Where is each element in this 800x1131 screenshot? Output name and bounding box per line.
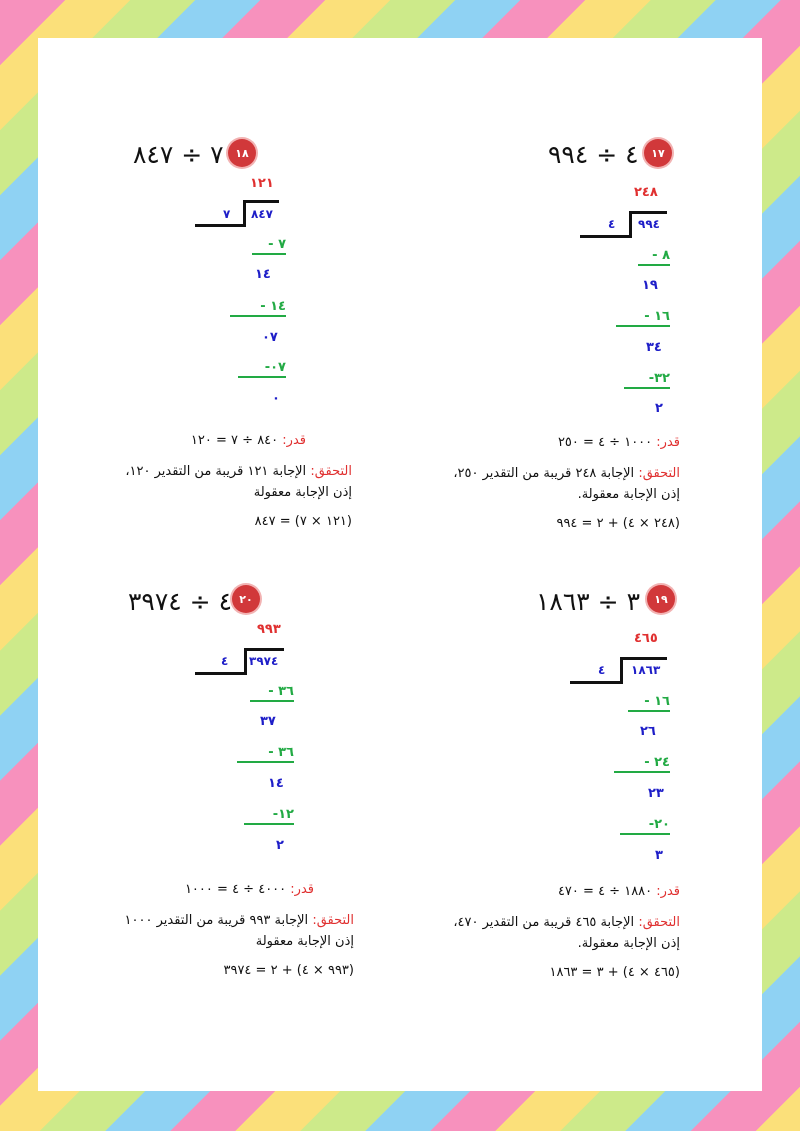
verification-equation: (٩٩٣ × ٤) + ٢ = ٣٩٧٤ — [223, 963, 354, 978]
subtract-step: ١٦ - — [616, 309, 670, 327]
quotient: ٤٦٥ — [634, 631, 658, 646]
check-line — [125, 913, 354, 928]
estimate-label: قدر: — [656, 435, 680, 450]
subtract-step: ٣٦ - — [250, 684, 294, 702]
check-conclusion: إذن الإجابة معقولة — [255, 934, 354, 949]
quotient: ٩٩٣ — [257, 622, 281, 637]
dividend: ١٨٦٣ — [631, 663, 661, 677]
subtract-step: ٢٠- — [620, 817, 670, 835]
estimate-label: قدر: — [290, 882, 314, 897]
remainder-step: ١٤ — [268, 776, 284, 791]
divisor: ٤ — [608, 217, 616, 231]
division-bracket-base — [580, 235, 630, 238]
problem-title: ٣ ÷ ١٨٦٣ — [536, 587, 640, 616]
check-label: التحقق: — [638, 466, 680, 481]
division-bracket-base — [195, 672, 246, 675]
division-bracket-base — [195, 224, 245, 227]
check-label: التحقق: — [310, 464, 352, 479]
check-label: التحقق: — [312, 913, 354, 928]
verification-equation: (٤٦٥ × ٤) + ٣ = ١٨٦٣ — [549, 965, 680, 980]
check-conclusion: إذن الإجابة معقولة. — [577, 487, 680, 502]
division-bracket-stem — [620, 658, 623, 684]
divisor: ٤ — [598, 663, 606, 677]
subtract-step: ٣٢- — [624, 371, 670, 389]
subtract-step: ١٢- — [244, 807, 294, 825]
remainder-step: ١٩ — [642, 278, 658, 293]
problem-title: ٤ ÷ ٣٩٧٤ — [128, 587, 232, 616]
division-bracket-stem — [629, 212, 632, 238]
check-line — [125, 464, 352, 479]
remainder-step: ٣٧ — [260, 714, 276, 729]
dividend: ٨٤٧ — [251, 207, 273, 221]
division-bracket-stem — [244, 649, 247, 675]
check-text: الإجابة ٤٦٥ قريبة من التقدير ٤٧٠، — [453, 915, 635, 930]
estimate-label: قدر: — [656, 884, 680, 899]
estimate-line — [185, 882, 314, 897]
division-bracket-top — [244, 648, 284, 651]
estimate-text: ٤٠٠٠ ÷ ٤ = ١٠٠٠ — [184, 882, 287, 897]
subtract-step: ٧ - — [252, 237, 286, 255]
problem-title: ٧ ÷ ٨٤٧ — [133, 140, 224, 169]
check-conclusion: إذن الإجابة معقولة — [253, 485, 352, 500]
problem-number-badge: ١٩ — [647, 585, 675, 613]
quotient: ١٢١ — [250, 176, 274, 191]
division-bracket-top — [629, 211, 667, 214]
problem-number-badge: ١٨ — [228, 139, 256, 167]
dividend: ٩٩٤ — [638, 217, 660, 231]
problem-title: ٤ ÷ ٩٩٤ — [548, 140, 639, 169]
verification-equation: (٢٤٨ × ٤) + ٢ = ٩٩٤ — [556, 516, 680, 531]
estimate-label: قدر: — [282, 433, 306, 448]
subtract-step: ٠٧- — [238, 360, 286, 378]
check-line — [453, 915, 680, 930]
check-line — [453, 466, 680, 481]
subtract-step: ٢٤ - — [614, 755, 670, 773]
check-label: التحقق: — [638, 915, 680, 930]
subtract-step: ٨ - — [638, 248, 670, 266]
remainder-step: ٢٣ — [648, 786, 664, 801]
subtract-step: ١٤ - — [230, 299, 286, 317]
divisor: ٤ — [221, 654, 229, 668]
estimate-line — [191, 433, 306, 448]
remainder-step: ٠ — [272, 391, 280, 406]
remainder-step: ٣ — [655, 848, 663, 863]
check-text: الإجابة ١٢١ قريبة من التقدير ١٢٠، — [125, 464, 307, 479]
division-bracket-top — [620, 657, 667, 660]
dividend: ٣٩٧٤ — [249, 654, 279, 668]
remainder-step: ٢ — [655, 401, 663, 416]
check-conclusion: إذن الإجابة معقولة. — [577, 936, 680, 951]
problem-number-badge: ١٧ — [644, 139, 672, 167]
estimate-line — [558, 884, 680, 899]
verification-equation: (١٢١ × ٧) = ٨٤٧ — [254, 514, 352, 529]
remainder-step: ٠٧ — [262, 330, 278, 345]
division-bracket-base — [570, 681, 622, 684]
check-text: الإجابة ٢٤٨ قريبة من التقدير ٢٥٠، — [453, 466, 635, 481]
estimate-line — [558, 435, 680, 450]
problem-number-badge: ٢٠ — [232, 585, 260, 613]
estimate-text: ١٠٠٠ ÷ ٤ = ٢٥٠ — [557, 435, 653, 450]
subtract-step: ١٦ - — [628, 694, 670, 712]
subtract-step: ٣٦ - — [237, 745, 294, 763]
check-text: الإجابة ٩٩٣ قريبة من التقدير ١٠٠٠ — [124, 913, 309, 928]
remainder-step: ٣٤ — [646, 340, 662, 355]
divisor: ٧ — [223, 207, 231, 221]
remainder-step: ٢ — [276, 838, 284, 853]
estimate-text: ٨٤٠ ÷ ٧ = ١٢٠ — [190, 433, 279, 448]
division-bracket-top — [243, 200, 279, 203]
remainder-step: ٢٦ — [640, 724, 656, 739]
remainder-step: ١٤ — [255, 267, 271, 282]
quotient: ٢٤٨ — [634, 185, 658, 200]
estimate-text: ١٨٨٠ ÷ ٤ = ٤٧٠ — [557, 884, 653, 899]
division-bracket-stem — [243, 201, 246, 227]
